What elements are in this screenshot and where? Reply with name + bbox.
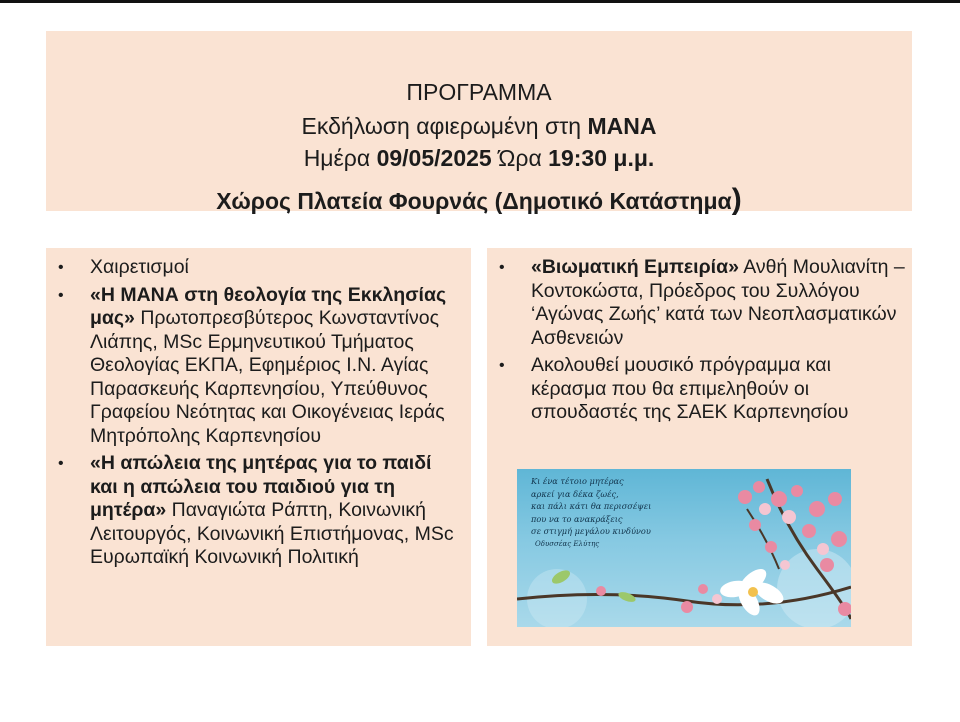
event-time: 19:30 μ.μ.	[548, 145, 655, 171]
program-item-theology	[54, 284, 464, 449]
bullet-icon: •	[58, 259, 64, 276]
blossom-photo	[517, 469, 851, 627]
talk-title: «Η ΜΑΝΑ στη θεολογία της Εκκλησίας μας»	[90, 283, 447, 329]
poem-author: Οδυσσέας Ελύτης	[535, 539, 600, 548]
left-program-list	[54, 256, 464, 574]
talk-title: «Η απώλεια της μητέρας για το παιδί και η απώλεια του παιδιού για τη μητέρα»	[90, 452, 432, 521]
event-venue: Χώρος Πλατεία Φουρνάς (Δημοτικό Κατάστημα)	[216, 183, 742, 216]
program-item-greetings: • Χαιρετισμοί	[58, 256, 189, 278]
program-item-music: • Ακολουθεί μουσικό πρόγραμμα και κέρασμα που θα επιμεληθούν οι σπουδαστές της ΣΑΕΚ Καρπενησίου	[499, 354, 849, 423]
poem-quote: Κι ένα τέτοιο μητέρας αρκεί για δέκα ζωές, και πάλι κάτι θα περισσέψει που να το ανακράξεις σε στιγμή μεγάλου κινδύνου Οδυσσέας Ελύτης	[531, 475, 741, 550]
bullet-icon: •	[58, 286, 64, 304]
left-program-column	[46, 248, 471, 646]
program-item-experience	[495, 256, 905, 350]
bullet-icon: •	[58, 455, 64, 472]
talk-title: «Βιωματική Εμπειρία»	[531, 256, 739, 278]
program-title: ΠΡΟΓΡΑΜΜΑ	[406, 79, 552, 105]
program-header	[46, 31, 912, 216]
event-datetime: Ημέρα 09/05/2025 Ώρα 19:30 μ.μ.	[303, 145, 655, 171]
mana-word: ΜΑΝΑ	[587, 113, 657, 139]
program-item-loss	[54, 452, 464, 570]
speaker-info: Παναγιώτα Ράπτη, Κοινωνική Λειτουργός, Κοινωνική Επιστήμονας, MSc Ευρωπαϊκή Κοινωνική Πολιτική	[90, 499, 454, 568]
top-border	[0, 0, 960, 3]
event-date: 09/05/2025	[376, 145, 492, 171]
speaker-info: Πρωτοπρεσβύτερος Κωνσταντίνος Λιάπης, MSc Ερμηνευτικού Τμήματος Θεολογίας ΕΚΠΑ, Εφημέριος Ι.Ν. Αγίας Παρασκευής Καρπενησίου, Υπεύθυνος Γραφείου Νεότητας και Οικογένειας Ιεράς Μητρόπολης Καρπενησίου	[90, 307, 445, 447]
speaker-info: Ανθή Μουλιανίτη –Κοντοκώστα, Πρόεδρος του Συλλόγου ‘Αγώνας Ζωής’ κατά των Νεοπλασματικών Ασθενειών	[531, 256, 905, 349]
bullet-icon: •	[499, 357, 505, 374]
event-subtitle: Εκδήλωση αφιερωμένη στη ΜΑΝΑ	[301, 113, 657, 139]
bullet-icon: •	[499, 259, 505, 276]
right-program-list	[495, 256, 905, 429]
